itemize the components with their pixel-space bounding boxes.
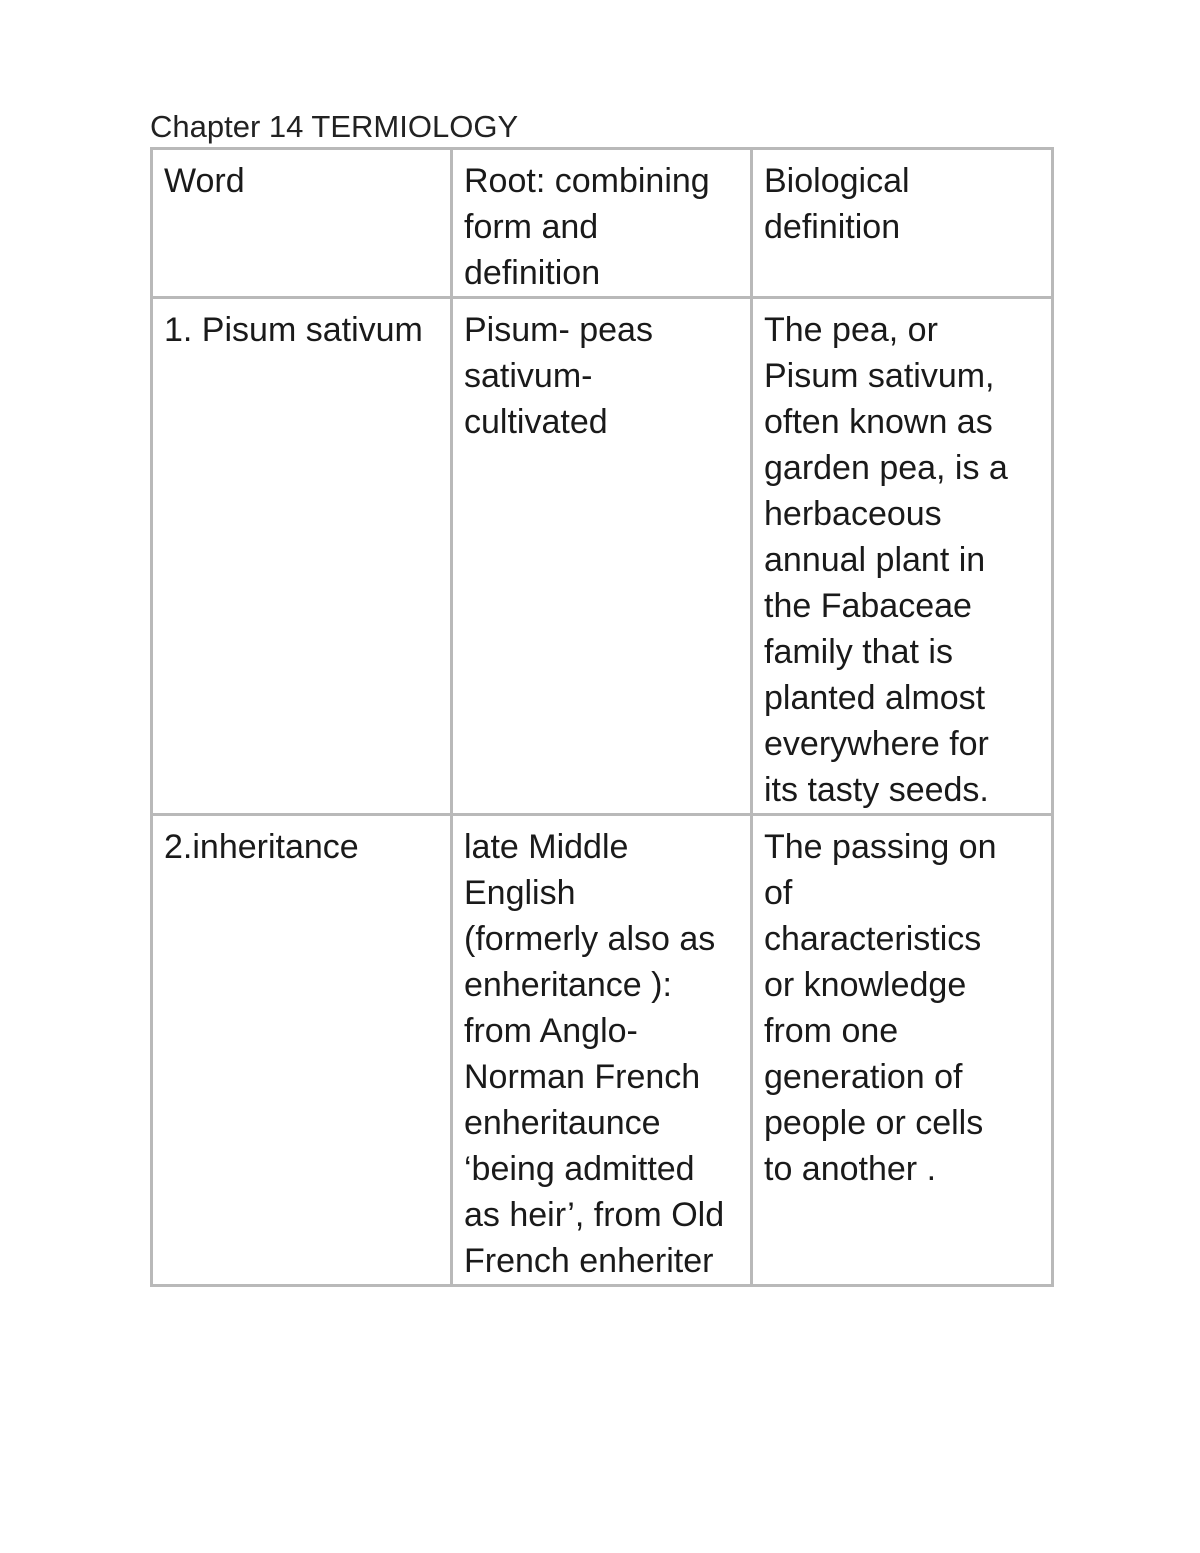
cell-word	[152, 298, 452, 815]
definition-text: people or cells	[764, 1104, 984, 1142]
header-definition-text: Biological	[764, 162, 910, 200]
cell-root	[452, 815, 752, 1286]
root-text: French enheriter	[464, 1242, 714, 1280]
root-text: Pisum- peas	[464, 311, 653, 349]
root-text: late Middle	[464, 828, 629, 866]
table-header-row	[152, 149, 1053, 298]
root-text: enheritaunce	[464, 1104, 661, 1142]
page-title: Chapter 14 TERMIOLOGY	[150, 109, 519, 144]
terminology-table	[150, 147, 1054, 1287]
definition-text: or knowledge	[764, 966, 967, 1004]
header-word-text: Word	[164, 162, 245, 200]
definition-text: to another .	[764, 1150, 937, 1188]
root-text: from Anglo-	[464, 1012, 638, 1050]
root-text: ‘being admitted	[464, 1150, 695, 1188]
table-row	[152, 815, 1053, 1286]
definition-text: The passing on	[764, 828, 997, 866]
definition-text: everywhere for	[764, 725, 989, 763]
definition-text: generation of	[764, 1058, 963, 1096]
cell-definition	[752, 815, 1053, 1286]
definition-text: The pea, or	[764, 311, 938, 349]
definition-text: from one	[764, 1012, 899, 1050]
root-text: as heir’, from Old	[464, 1196, 725, 1234]
header-root-text: Root: combining	[464, 162, 710, 200]
root-text: Norman French	[464, 1058, 701, 1096]
table-row	[152, 298, 1053, 815]
definition-text: characteristics	[764, 920, 982, 958]
root-text: English	[464, 874, 576, 912]
definition-text: garden pea, is a	[764, 449, 1008, 487]
cell-word	[152, 815, 452, 1286]
header-cell-word	[152, 149, 452, 298]
definition-text: its tasty seeds.	[764, 771, 989, 809]
cell-definition	[752, 298, 1053, 815]
definition-text: the Fabaceae	[764, 587, 972, 625]
root-text: sativum-	[464, 357, 593, 395]
definition-text: of	[764, 874, 793, 912]
cell-root	[452, 298, 752, 815]
root-text: (formerly also as	[464, 920, 716, 958]
header-root-text: form and	[464, 208, 599, 246]
definition-text: Pisum sativum,	[764, 357, 995, 395]
root-text: enheritance ):	[464, 966, 672, 1004]
definition-text: planted almost	[764, 679, 986, 717]
definition-text: family that is	[764, 633, 953, 671]
definition-text: often known as	[764, 403, 993, 441]
word-text: 2.inheritance	[164, 828, 359, 866]
header-root-text: definition	[464, 254, 601, 292]
definition-text: herbaceous	[764, 495, 942, 533]
definition-text: annual plant in	[764, 541, 986, 579]
header-cell-definition	[752, 149, 1053, 298]
header-definition-text: definition	[764, 208, 901, 246]
root-text: cultivated	[464, 403, 608, 441]
word-text: 1. Pisum sativum	[164, 311, 423, 349]
header-cell-root	[452, 149, 752, 298]
